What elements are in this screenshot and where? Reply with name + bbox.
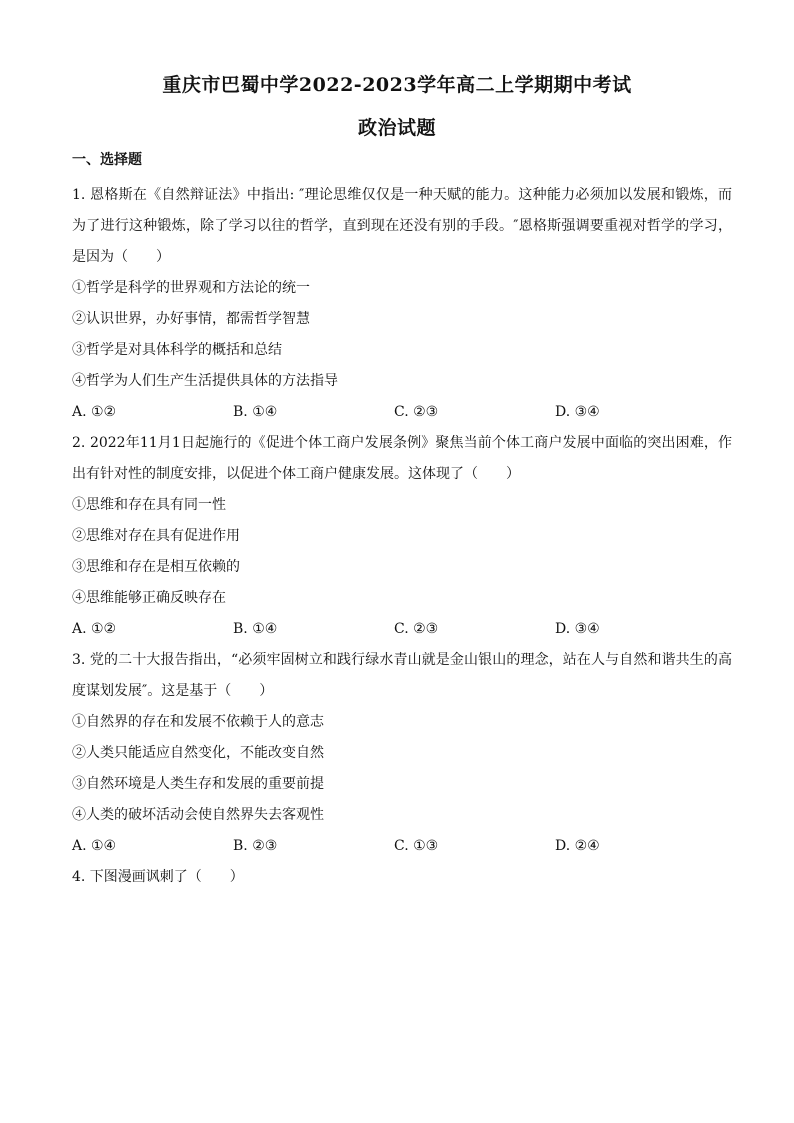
choice-d: D. ③④ <box>555 404 600 420</box>
statement-item: ②思维对存在具有促进作用 <box>72 528 240 544</box>
question-1 <box>72 180 732 428</box>
choice-a: A. ①② <box>72 404 117 420</box>
section-heading: 一、选择题 <box>72 152 142 168</box>
question-list <box>72 180 732 893</box>
choice-a: A. ①④ <box>72 838 117 854</box>
statement-item: ③自然环境是人类生存和发展的重要前提 <box>72 776 324 792</box>
choice-b: B. ①④ <box>233 621 278 637</box>
question-stem: 3. 党的二十大报告指出，“必须牢固树立和践行绿水青山就是金山银山的理念，站在人与自然和谐共生的高度谋划发展″。这是基于（ ） <box>72 652 732 699</box>
statement-item: ①思维和存在具有同一性 <box>72 497 226 513</box>
statement-item: ①自然界的存在和发展不依赖于人的意志 <box>72 714 324 730</box>
choice-c: C. ②③ <box>394 404 439 420</box>
choice-b: B. ①④ <box>233 404 278 420</box>
choice-c: C. ①③ <box>394 838 439 854</box>
choice-c: C. ②③ <box>394 621 439 637</box>
exam-title: 重庆市巴蜀中学2022-2023学年高二上学期期中考试 <box>162 74 632 96</box>
question-3 <box>72 645 732 862</box>
exam-subject: 政治试题 <box>357 117 436 139</box>
statement-item: ③哲学是对具体科学的概括和总结 <box>72 342 282 358</box>
statement-item: ②人类只能适应自然变化，不能改变自然 <box>72 745 324 761</box>
question-stem: 4. 下图漫画讽刺了（ ） <box>72 869 244 885</box>
choice-d: D. ③④ <box>555 621 600 637</box>
statement-item: ④哲学为人们生产生活提供具体的方法指导 <box>72 373 338 389</box>
statement-item: ②认识世界，办好事情，都需哲学智慧 <box>72 311 310 327</box>
statement-item: ③思维和存在是相互依赖的 <box>72 559 240 575</box>
question-stem: 1. 恩格斯在《自然辩证法》中指出: ″理论思维仅仅是一种天赋的能力。这种能力必须加以发展和锻炼，而为了进行这种锻炼，除了学习以往的哲学，直到现在还没有别的手段。″恩格斯强调要重视对哲学的学习，是因为（ ） <box>72 187 732 265</box>
choice-d: D. ②④ <box>555 838 600 854</box>
answer-choices <box>72 614 732 645</box>
answer-choices <box>72 831 732 862</box>
question-4 <box>72 862 732 893</box>
statement-item: ④人类的破坏活动会使自然界失去客观性 <box>72 807 324 823</box>
choice-b: B. ②③ <box>233 838 278 854</box>
question-stem: 2. 2022年11月1日起施行的《促进个体工商户发展条例》聚焦当前个体工商户发展中面临的突出困难，作出有针对性的制度安排，以促进个体工商户健康发展。这体现了（ ） <box>72 435 732 482</box>
statement-item: ①哲学是科学的世界观和方法论的统一 <box>72 280 310 296</box>
question-2 <box>72 428 732 645</box>
answer-choices <box>72 397 732 428</box>
choice-a: A. ①② <box>72 621 117 637</box>
statement-item: ④思维能够正确反映存在 <box>72 590 226 606</box>
